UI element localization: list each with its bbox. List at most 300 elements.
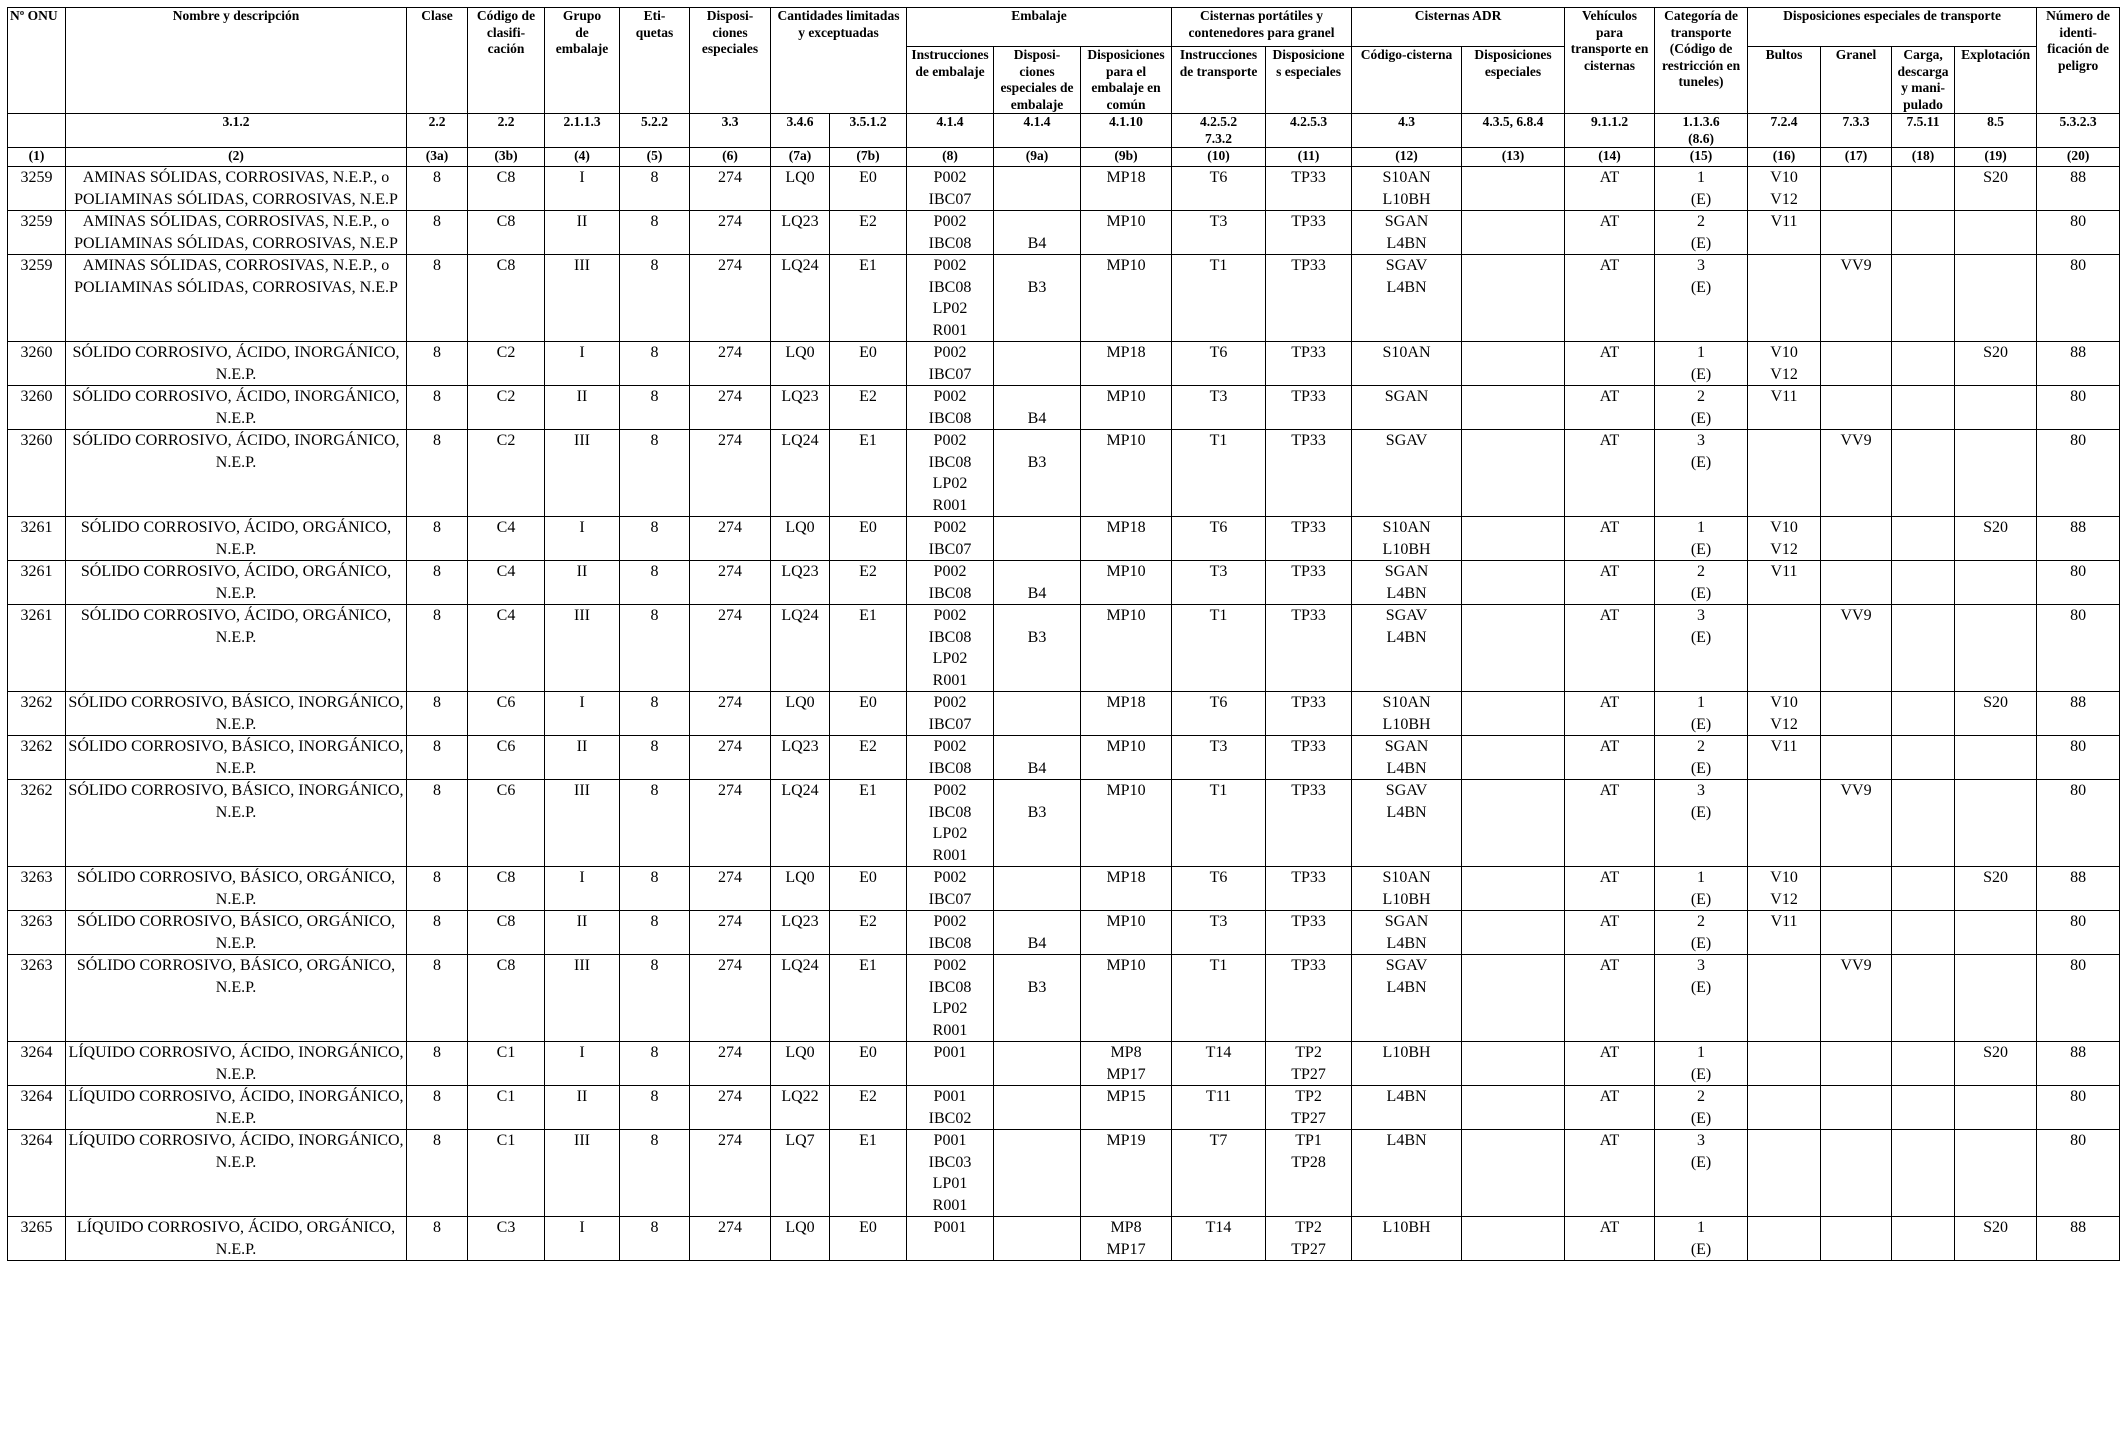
cell-excepted-qty: E0 [830, 517, 907, 561]
section-reference: 2.1.1.3 [545, 114, 620, 148]
cell-labels: 8 [620, 911, 690, 955]
cell-name: SÓLIDO CORROSIVO, BÁSICO, ORGÁNICO, N.E.P. [66, 867, 407, 911]
cell-mixed-packing: MP15 [1081, 1086, 1172, 1130]
cell-un-number: 3262 [8, 736, 66, 780]
header-un-number: Nº ONU [8, 8, 66, 114]
cell-name: SÓLIDO CORROSIVO, BÁSICO, INORGÁNICO, N.E.P. [66, 692, 407, 736]
cell-excepted-qty: E1 [830, 255, 907, 342]
cell-bulk [1821, 1217, 1892, 1261]
cell-special-provisions: 274 [690, 1042, 771, 1086]
cell-tank-code: L10BH [1352, 1217, 1462, 1261]
cell-classification-code: C8 [468, 167, 545, 211]
header-name-description: Nombre y descripción [66, 8, 407, 114]
cell-loading [1892, 736, 1955, 780]
header-special-packing-provisions: Disposi- ciones especiales de embalaje [994, 47, 1081, 114]
section-reference: 3.5.1.2 [830, 114, 907, 148]
cell-packing-group: III [545, 430, 620, 517]
adr-table-page [7, 7, 2119, 1261]
header-labels: Eti- quetas [620, 8, 690, 114]
cell-tank-instructions: T1 [1172, 780, 1266, 867]
cell-labels: 8 [620, 167, 690, 211]
cell-excepted-qty: E1 [830, 955, 907, 1042]
section-reference: 2.2 [468, 114, 545, 148]
column-number: (7b) [830, 148, 907, 167]
cell-transport-category: 2 (E) [1655, 911, 1748, 955]
cell-adr-tank-special [1462, 255, 1565, 342]
cell-loading [1892, 692, 1955, 736]
cell-mixed-packing: MP18 [1081, 342, 1172, 386]
cell-tank-instructions: T7 [1172, 1130, 1266, 1217]
cell-limited-qty: LQ0 [771, 342, 830, 386]
cell-operation [1955, 1130, 2037, 1217]
cell-loading [1892, 255, 1955, 342]
cell-labels: 8 [620, 867, 690, 911]
section-reference: 4.3.5, 6.8.4 [1462, 114, 1565, 148]
header-row-column-numbers [8, 148, 2120, 167]
cell-classification-code: C8 [468, 867, 545, 911]
cell-classification-code: C4 [468, 605, 545, 692]
cell-mixed-packing: MP8 MP17 [1081, 1217, 1172, 1261]
cell-bulk [1821, 211, 1892, 255]
cell-tank-special: TP2 TP27 [1266, 1086, 1352, 1130]
cell-packing-instructions: P002 IBC07 [907, 167, 994, 211]
cell-name: LÍQUIDO CORROSIVO, ÁCIDO, ORGÁNICO, N.E.P. [66, 1217, 407, 1261]
cell-special-packing [994, 1130, 1081, 1217]
cell-tank-code: L4BN [1352, 1086, 1462, 1130]
section-reference: 5.3.2.3 [2037, 114, 2120, 148]
cell-classification-code: C2 [468, 342, 545, 386]
column-number: (17) [1821, 148, 1892, 167]
cell-limited-qty: LQ23 [771, 561, 830, 605]
cell-tank-code: SGAV L4BN [1352, 780, 1462, 867]
cell-un-number: 3263 [8, 911, 66, 955]
header-portable-tanks-group: Cisternas portátiles y contenedores para granel [1172, 8, 1352, 47]
dangerous-goods-table [7, 7, 2120, 1261]
cell-tank-special: TP2 TP27 [1266, 1217, 1352, 1261]
column-number: (9a) [994, 148, 1081, 167]
cell-tank-vehicle: AT [1565, 517, 1655, 561]
cell-operation: S20 [1955, 867, 2037, 911]
cell-special-packing: B4 [994, 736, 1081, 780]
header-tank-special-provisions: Disposicione s especiales [1266, 47, 1352, 114]
cell-un-number: 3259 [8, 255, 66, 342]
cell-packing-instructions: P002 IBC08 [907, 211, 994, 255]
table-row [8, 561, 2120, 605]
cell-limited-qty: LQ23 [771, 736, 830, 780]
header-tank-vehicle: Vehículos para transporte en cisternas [1565, 8, 1655, 114]
cell-transport-category: 2 (E) [1655, 386, 1748, 430]
cell-name: SÓLIDO CORROSIVO, BÁSICO, INORGÁNICO, N.E.P. [66, 736, 407, 780]
cell-labels: 8 [620, 605, 690, 692]
table-row [8, 867, 2120, 911]
cell-adr-tank-special [1462, 911, 1565, 955]
table-row [8, 1217, 2120, 1261]
cell-labels: 8 [620, 1086, 690, 1130]
cell-packing-instructions: P002 IBC07 [907, 867, 994, 911]
cell-limited-qty: LQ24 [771, 780, 830, 867]
cell-excepted-qty: E0 [830, 692, 907, 736]
cell-tank-instructions: T6 [1172, 167, 1266, 211]
cell-special-packing [994, 342, 1081, 386]
cell-bulk [1821, 517, 1892, 561]
cell-packing-instructions: P002 IBC08 [907, 911, 994, 955]
cell-packing-group: I [545, 517, 620, 561]
cell-tank-code: S10AN [1352, 342, 1462, 386]
cell-operation [1955, 255, 2037, 342]
cell-special-provisions: 274 [690, 167, 771, 211]
cell-tank-code: SGAN [1352, 386, 1462, 430]
cell-limited-qty: LQ24 [771, 430, 830, 517]
cell-tank-code: S10AN L10BH [1352, 167, 1462, 211]
cell-class: 8 [407, 430, 468, 517]
cell-hazard-id: 88 [2037, 167, 2120, 211]
cell-packing-instructions: P002 IBC07 [907, 342, 994, 386]
cell-hazard-id: 88 [2037, 517, 2120, 561]
cell-tank-vehicle: AT [1565, 167, 1655, 211]
cell-packages: V11 [1748, 561, 1821, 605]
cell-tank-instructions: T3 [1172, 561, 1266, 605]
cell-excepted-qty: E0 [830, 1217, 907, 1261]
cell-name: AMINAS SÓLIDAS, CORROSIVAS, N.E.P., o POLIAMINAS SÓLIDAS, CORROSIVAS, N.E.P [66, 211, 407, 255]
header-adr-tanks-group: Cisternas ADR [1352, 8, 1565, 47]
cell-packing-instructions: P002 IBC07 [907, 692, 994, 736]
cell-special-provisions: 274 [690, 736, 771, 780]
cell-transport-category: 1 (E) [1655, 167, 1748, 211]
cell-excepted-qty: E1 [830, 780, 907, 867]
cell-limited-qty: LQ0 [771, 867, 830, 911]
cell-hazard-id: 88 [2037, 342, 2120, 386]
cell-packing-group: II [545, 561, 620, 605]
cell-un-number: 3259 [8, 167, 66, 211]
table-row [8, 386, 2120, 430]
cell-tank-special: TP33 [1266, 211, 1352, 255]
cell-tank-vehicle: AT [1565, 1217, 1655, 1261]
cell-tank-code: S10AN L10BH [1352, 692, 1462, 736]
cell-packing-group: II [545, 211, 620, 255]
cell-operation [1955, 386, 2037, 430]
table-row [8, 692, 2120, 736]
cell-hazard-id: 80 [2037, 430, 2120, 517]
column-number: (16) [1748, 148, 1821, 167]
cell-packing-group: III [545, 605, 620, 692]
cell-name: LÍQUIDO CORROSIVO, ÁCIDO, INORGÁNICO, N.E.P. [66, 1086, 407, 1130]
cell-bulk [1821, 561, 1892, 605]
cell-tank-special: TP33 [1266, 736, 1352, 780]
cell-operation [1955, 211, 2037, 255]
cell-tank-vehicle: AT [1565, 955, 1655, 1042]
cell-packages: V10 V12 [1748, 342, 1821, 386]
cell-excepted-qty: E2 [830, 211, 907, 255]
cell-adr-tank-special [1462, 211, 1565, 255]
cell-adr-tank-special [1462, 736, 1565, 780]
cell-special-packing [994, 1042, 1081, 1086]
cell-transport-category: 3 (E) [1655, 255, 1748, 342]
cell-hazard-id: 88 [2037, 867, 2120, 911]
cell-packing-instructions: P001 [907, 1217, 994, 1261]
table-row [8, 1086, 2120, 1130]
cell-limited-qty: LQ0 [771, 167, 830, 211]
cell-limited-qty: LQ23 [771, 211, 830, 255]
cell-special-packing: B4 [994, 561, 1081, 605]
cell-adr-tank-special [1462, 1217, 1565, 1261]
column-number: (7a) [771, 148, 830, 167]
cell-class: 8 [407, 167, 468, 211]
cell-classification-code: C8 [468, 911, 545, 955]
cell-special-packing: B3 [994, 605, 1081, 692]
cell-hazard-id: 80 [2037, 561, 2120, 605]
cell-name: SÓLIDO CORROSIVO, ÁCIDO, ORGÁNICO, N.E.P. [66, 605, 407, 692]
cell-hazard-id: 80 [2037, 211, 2120, 255]
cell-name: SÓLIDO CORROSIVO, ÁCIDO, ORGÁNICO, N.E.P. [66, 561, 407, 605]
column-number: (12) [1352, 148, 1462, 167]
cell-tank-special: TP33 [1266, 692, 1352, 736]
cell-tank-vehicle: AT [1565, 780, 1655, 867]
cell-classification-code: C2 [468, 386, 545, 430]
cell-tank-code: SGAV [1352, 430, 1462, 517]
section-reference: 4.3 [1352, 114, 1462, 148]
cell-tank-special: TP33 [1266, 255, 1352, 342]
cell-operation [1955, 911, 2037, 955]
cell-excepted-qty: E0 [830, 167, 907, 211]
cell-tank-vehicle: AT [1565, 736, 1655, 780]
cell-name: AMINAS SÓLIDAS, CORROSIVAS, N.E.P., o POLIAMINAS SÓLIDAS, CORROSIVAS, N.E.P [66, 167, 407, 211]
section-reference: 5.2.2 [620, 114, 690, 148]
cell-packages [1748, 1042, 1821, 1086]
column-number: (13) [1462, 148, 1565, 167]
table-row [8, 255, 2120, 342]
cell-bulk [1821, 867, 1892, 911]
cell-labels: 8 [620, 955, 690, 1042]
cell-packing-instructions: P002 IBC07 [907, 517, 994, 561]
column-number: (19) [1955, 148, 2037, 167]
cell-classification-code: C1 [468, 1130, 545, 1217]
cell-special-packing: B4 [994, 211, 1081, 255]
cell-mixed-packing: MP10 [1081, 386, 1172, 430]
cell-bulk [1821, 1086, 1892, 1130]
cell-hazard-id: 80 [2037, 255, 2120, 342]
cell-mixed-packing: MP10 [1081, 211, 1172, 255]
cell-operation: S20 [1955, 342, 2037, 386]
column-number: (5) [620, 148, 690, 167]
cell-tank-special: TP33 [1266, 867, 1352, 911]
cell-loading [1892, 430, 1955, 517]
cell-limited-qty: LQ0 [771, 1042, 830, 1086]
cell-class: 8 [407, 867, 468, 911]
cell-un-number: 3264 [8, 1130, 66, 1217]
cell-transport-category: 1 (E) [1655, 1217, 1748, 1261]
cell-class: 8 [407, 342, 468, 386]
cell-packing-group: I [545, 867, 620, 911]
cell-hazard-id: 80 [2037, 386, 2120, 430]
table-row [8, 1042, 2120, 1086]
cell-operation: S20 [1955, 692, 2037, 736]
cell-limited-qty: LQ7 [771, 1130, 830, 1217]
cell-tank-special: TP33 [1266, 342, 1352, 386]
header-packaging-group: Embalaje [907, 8, 1172, 47]
cell-packing-instructions: P001 [907, 1042, 994, 1086]
cell-excepted-qty: E2 [830, 561, 907, 605]
cell-un-number: 3259 [8, 211, 66, 255]
header-limited-quantities: Cantidades limitadas y exceptuadas [771, 8, 907, 114]
cell-transport-category: 3 (E) [1655, 605, 1748, 692]
cell-classification-code: C6 [468, 692, 545, 736]
cell-adr-tank-special [1462, 386, 1565, 430]
table-row [8, 955, 2120, 1042]
cell-class: 8 [407, 1217, 468, 1261]
cell-transport-category: 2 (E) [1655, 1086, 1748, 1130]
cell-packing-instructions: P002 IBC08 LP02 R001 [907, 605, 994, 692]
cell-hazard-id: 88 [2037, 1042, 2120, 1086]
cell-class: 8 [407, 605, 468, 692]
cell-tank-code: SGAN L4BN [1352, 736, 1462, 780]
cell-excepted-qty: E0 [830, 1042, 907, 1086]
table-row [8, 605, 2120, 692]
cell-tank-vehicle: AT [1565, 1042, 1655, 1086]
header-special-provisions: Disposi- ciones especiales [690, 8, 771, 114]
table-row [8, 342, 2120, 386]
cell-name: LÍQUIDO CORROSIVO, ÁCIDO, INORGÁNICO, N.E.P. [66, 1042, 407, 1086]
table-body [8, 167, 2120, 1261]
table-row [8, 167, 2120, 211]
header-classification-code: Código de clasifi- cación [468, 8, 545, 114]
section-reference: 4.1.4 [907, 114, 994, 148]
cell-special-provisions: 274 [690, 1086, 771, 1130]
cell-special-packing: B4 [994, 386, 1081, 430]
cell-tank-instructions: T14 [1172, 1042, 1266, 1086]
table-row [8, 517, 2120, 561]
column-number: (9b) [1081, 148, 1172, 167]
cell-class: 8 [407, 911, 468, 955]
cell-labels: 8 [620, 561, 690, 605]
cell-transport-category: 2 (E) [1655, 211, 1748, 255]
cell-tank-special: TP1 TP28 [1266, 1130, 1352, 1217]
cell-packing-instructions: P002 IBC08 [907, 386, 994, 430]
cell-excepted-qty: E1 [830, 430, 907, 517]
section-reference: 3.4.6 [771, 114, 830, 148]
cell-tank-instructions: T6 [1172, 692, 1266, 736]
cell-tank-code: SGAV L4BN [1352, 605, 1462, 692]
cell-loading [1892, 911, 1955, 955]
cell-un-number: 3260 [8, 342, 66, 386]
cell-limited-qty: LQ0 [771, 692, 830, 736]
cell-tank-vehicle: AT [1565, 1130, 1655, 1217]
header-packing-instructions: Instrucciones de embalaje [907, 47, 994, 114]
cell-bulk [1821, 1130, 1892, 1217]
cell-classification-code: C1 [468, 1086, 545, 1130]
cell-labels: 8 [620, 692, 690, 736]
section-reference: 4.1.4 [994, 114, 1081, 148]
cell-bulk [1821, 736, 1892, 780]
cell-classification-code: C4 [468, 561, 545, 605]
column-number: (8) [907, 148, 994, 167]
cell-loading [1892, 1086, 1955, 1130]
cell-classification-code: C8 [468, 211, 545, 255]
cell-tank-vehicle: AT [1565, 430, 1655, 517]
section-reference: 2.2 [407, 114, 468, 148]
cell-operation [1955, 605, 2037, 692]
cell-packing-group: II [545, 1086, 620, 1130]
cell-loading [1892, 561, 1955, 605]
cell-special-provisions: 274 [690, 955, 771, 1042]
cell-classification-code: C6 [468, 736, 545, 780]
cell-bulk [1821, 692, 1892, 736]
cell-excepted-qty: E0 [830, 867, 907, 911]
cell-un-number: 3265 [8, 1217, 66, 1261]
cell-tank-special: TP2 TP27 [1266, 1042, 1352, 1086]
cell-operation: S20 [1955, 167, 2037, 211]
cell-tank-vehicle: AT [1565, 1086, 1655, 1130]
cell-special-packing: B3 [994, 430, 1081, 517]
table-row [8, 211, 2120, 255]
section-reference: 3.1.2 [66, 114, 407, 148]
cell-tank-vehicle: AT [1565, 911, 1655, 955]
cell-name: SÓLIDO CORROSIVO, ÁCIDO, ORGÁNICO, N.E.P. [66, 517, 407, 561]
cell-limited-qty: LQ24 [771, 955, 830, 1042]
cell-transport-category: 3 (E) [1655, 955, 1748, 1042]
cell-packages [1748, 605, 1821, 692]
cell-tank-vehicle: AT [1565, 561, 1655, 605]
cell-un-number: 3263 [8, 955, 66, 1042]
column-number: (1) [8, 148, 66, 167]
cell-packing-group: I [545, 342, 620, 386]
column-number: (14) [1565, 148, 1655, 167]
table-row [8, 430, 2120, 517]
cell-operation: S20 [1955, 1217, 2037, 1261]
cell-class: 8 [407, 955, 468, 1042]
cell-bulk: VV9 [1821, 955, 1892, 1042]
cell-tank-instructions: T6 [1172, 867, 1266, 911]
cell-transport-category: 3 (E) [1655, 780, 1748, 867]
cell-packages [1748, 430, 1821, 517]
cell-tank-vehicle: AT [1565, 255, 1655, 342]
header-special-transport-group: Disposiciones especiales de transporte [1748, 8, 2037, 47]
cell-tank-instructions: T14 [1172, 1217, 1266, 1261]
header-hazard-id: Número de identi- ficación de peligro [2037, 8, 2120, 114]
cell-tank-special: TP33 [1266, 911, 1352, 955]
cell-operation [1955, 1086, 2037, 1130]
cell-limited-qty: LQ0 [771, 1217, 830, 1261]
cell-special-provisions: 274 [690, 517, 771, 561]
cell-adr-tank-special [1462, 167, 1565, 211]
cell-loading [1892, 780, 1955, 867]
section-reference [8, 114, 66, 148]
cell-excepted-qty: E2 [830, 1086, 907, 1130]
cell-labels: 8 [620, 430, 690, 517]
cell-class: 8 [407, 517, 468, 561]
cell-un-number: 3260 [8, 430, 66, 517]
cell-tank-code: S10AN L10BH [1352, 517, 1462, 561]
cell-excepted-qty: E0 [830, 342, 907, 386]
cell-adr-tank-special [1462, 780, 1565, 867]
cell-special-provisions: 274 [690, 867, 771, 911]
cell-operation [1955, 736, 2037, 780]
cell-hazard-id: 80 [2037, 780, 2120, 867]
cell-adr-tank-special [1462, 605, 1565, 692]
cell-packing-instructions: P002 IBC08 [907, 561, 994, 605]
cell-excepted-qty: E2 [830, 911, 907, 955]
cell-class: 8 [407, 692, 468, 736]
cell-mixed-packing: MP18 [1081, 692, 1172, 736]
cell-adr-tank-special [1462, 1130, 1565, 1217]
cell-mixed-packing: MP10 [1081, 736, 1172, 780]
cell-adr-tank-special [1462, 517, 1565, 561]
cell-special-packing: B4 [994, 911, 1081, 955]
cell-tank-instructions: T1 [1172, 955, 1266, 1042]
cell-packages: V10 V12 [1748, 517, 1821, 561]
header-packing-group: Grupo de embalaje [545, 8, 620, 114]
cell-hazard-id: 88 [2037, 692, 2120, 736]
cell-labels: 8 [620, 517, 690, 561]
